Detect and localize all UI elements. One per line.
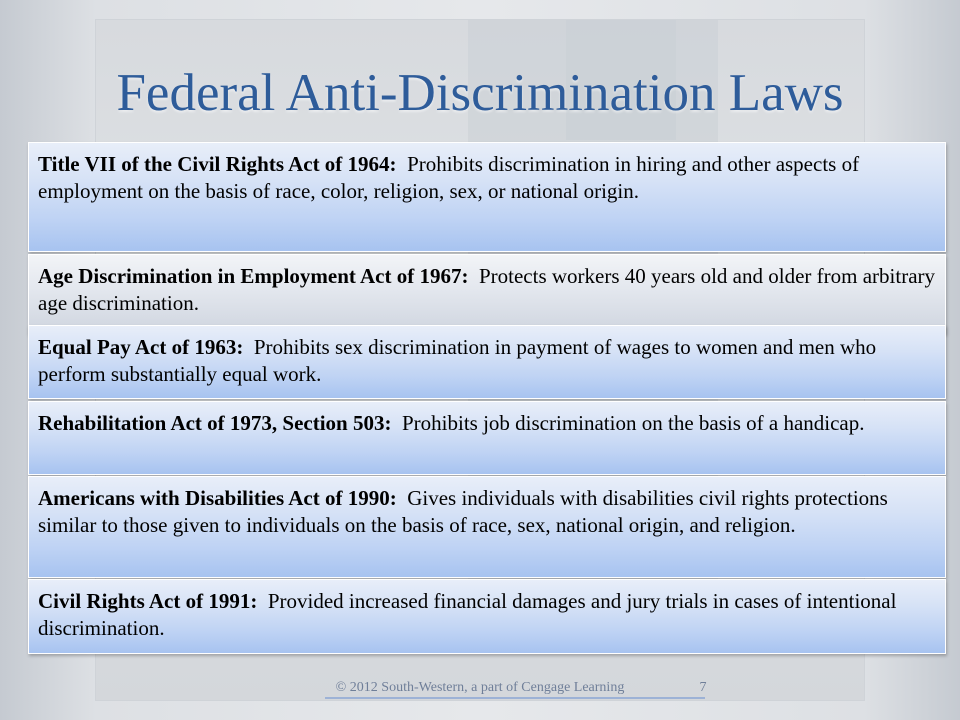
law-name: Civil Rights Act of 1991:: [38, 589, 258, 613]
law-name: Americans with Disabilities Act of 1990:: [38, 486, 397, 510]
law-item: [28, 579, 946, 654]
law-description: Prohibits discrimination in hiring and other aspects of employment on the basis of race, color, religion, sex, or national origin.: [38, 152, 860, 203]
law-item: [28, 142, 946, 252]
law-name: Equal Pay Act of 1963:: [38, 335, 244, 359]
footer-divider: [325, 697, 705, 699]
law-description: Prohibits job discrimination on the basis of a handicap.: [401, 411, 865, 435]
law-description: Gives individuals with disabilities civil rights protections similar to those given to individuals on the basis of race, sex, national origin, and religion.: [38, 486, 888, 537]
law-description: Prohibits sex discrimination in payment of wages to women and men who perform substantially equal work.: [38, 335, 877, 386]
copyright-footer: © 2012 South-Western, a part of Cengage Learning: [335, 680, 625, 695]
law-name: Age Discrimination in Employment Act of 1967:: [38, 264, 469, 288]
page-number: 7: [699, 680, 707, 695]
law-item: [28, 401, 946, 475]
law-name: Rehabilitation Act of 1973, Section 503:: [38, 411, 392, 435]
law-description: Protects workers 40 years old and older from arbitrary age discrimination.: [38, 264, 936, 315]
law-item: [28, 254, 946, 334]
law-item: [28, 325, 946, 399]
law-item: [28, 476, 946, 578]
law-name: Title VII of the Civil Rights Act of 1964:: [38, 152, 397, 176]
slide-title: Federal Anti-Discrimination Laws: [116, 64, 844, 122]
law-description: Provided increased financial damages and jury trials in cases of intentional discrimination.: [38, 589, 897, 640]
